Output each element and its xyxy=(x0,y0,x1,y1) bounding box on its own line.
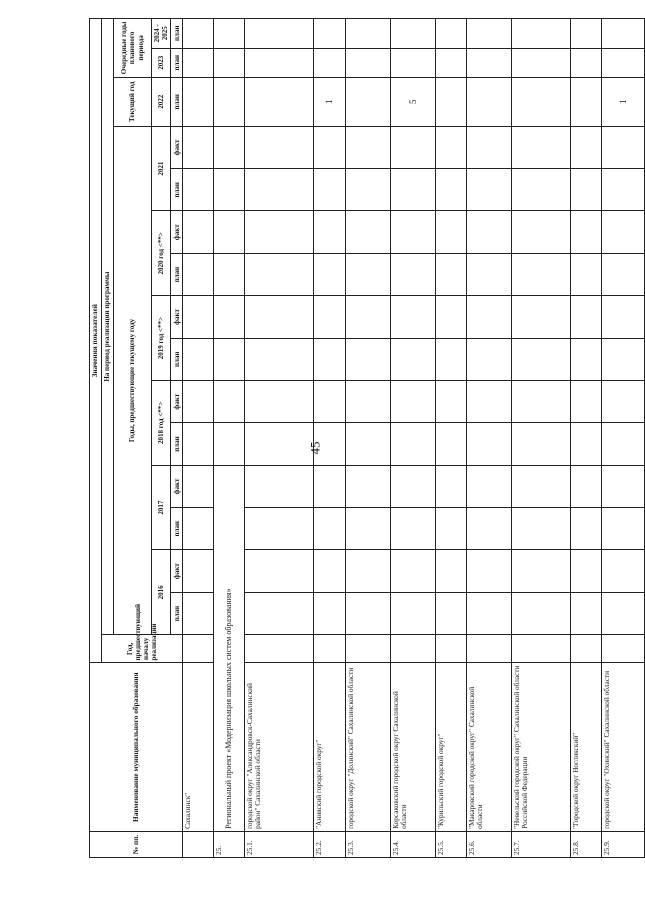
cell-value xyxy=(244,592,313,634)
row-num: 25.4. xyxy=(390,831,435,857)
cell-value xyxy=(511,253,570,295)
cell-value xyxy=(313,635,345,663)
cell-value xyxy=(571,465,602,507)
header-year-2021: 2021 xyxy=(152,126,171,211)
cell-value xyxy=(466,465,511,507)
cell-value xyxy=(511,592,570,634)
cell-value xyxy=(244,126,313,168)
cell-value xyxy=(511,423,570,465)
cell-value xyxy=(390,338,435,380)
page-number: 45 xyxy=(307,441,323,455)
table-row xyxy=(313,19,345,858)
header-fact: факт xyxy=(171,550,183,592)
header-plan: план xyxy=(171,253,183,295)
cell-value xyxy=(602,211,645,253)
row-num: 25. xyxy=(213,831,244,857)
row-num xyxy=(183,831,214,857)
cell-value xyxy=(183,592,214,634)
cell-value xyxy=(511,465,570,507)
cell-value xyxy=(390,550,435,592)
cell-value xyxy=(602,296,645,338)
cell-value xyxy=(571,635,602,663)
row-name: городской округ "Александровск-Сахалинский район" Сахалинской области xyxy=(244,663,313,831)
cell-value xyxy=(466,592,511,634)
row-num: 25.2. xyxy=(313,831,345,857)
cell-value xyxy=(313,253,345,295)
cell-value xyxy=(602,19,645,49)
header-plan: план xyxy=(171,423,183,465)
row-num: 25.7. xyxy=(511,831,570,857)
header-year-2024-2025: 2024 - 2025 xyxy=(152,19,171,49)
cell-value xyxy=(244,423,313,465)
cell-value: 5 xyxy=(390,77,435,126)
cell-value xyxy=(571,338,602,380)
cell-value xyxy=(390,19,435,49)
cell-value xyxy=(511,508,570,550)
row-num: 25.3. xyxy=(345,831,390,857)
table-row xyxy=(244,19,313,858)
cell-value xyxy=(244,635,313,663)
cell-value xyxy=(183,635,214,663)
cell-value xyxy=(313,423,345,465)
cell-value xyxy=(466,48,511,77)
cell-value xyxy=(244,48,313,77)
cell-value xyxy=(571,380,602,422)
cell-value xyxy=(571,296,602,338)
cell-value xyxy=(244,550,313,592)
row-num: 25.9. xyxy=(602,831,645,857)
cell-value xyxy=(435,77,466,126)
cell-value xyxy=(183,253,214,295)
cell-value xyxy=(466,550,511,592)
cell-value xyxy=(466,296,511,338)
row-num: 25.8. xyxy=(571,831,602,857)
header-next-years: Очередные годы планового периода xyxy=(114,19,152,78)
cell-value xyxy=(390,508,435,550)
section-row xyxy=(213,19,244,858)
cell-value xyxy=(183,169,214,211)
table-row xyxy=(435,19,466,858)
cell-value xyxy=(244,380,313,422)
header-plan: план xyxy=(171,77,183,126)
row-name: городской округ "Долинский" Сахалинской области xyxy=(345,663,390,831)
row-name: "Городской округ Ногликский" xyxy=(571,663,602,831)
cell-value xyxy=(183,296,214,338)
cell-value xyxy=(390,592,435,634)
header-impl-period: На период реализации программы xyxy=(102,19,114,635)
cell-value xyxy=(466,211,511,253)
header-fact: факт xyxy=(171,126,183,168)
cell-value xyxy=(183,465,214,507)
table-row xyxy=(345,19,390,858)
section-title: Региональный проект «Модернизация школьных систем образования» xyxy=(213,465,244,831)
cell-value xyxy=(602,508,645,550)
cell-value xyxy=(466,423,511,465)
cell-value xyxy=(602,380,645,422)
cell-value xyxy=(313,296,345,338)
cell-value xyxy=(183,380,214,422)
cell-value xyxy=(511,635,570,663)
cell-value xyxy=(183,126,214,168)
cell-value xyxy=(435,211,466,253)
cell-value xyxy=(511,48,570,77)
cell-value xyxy=(183,338,214,380)
row-num: 25.1. xyxy=(244,831,313,857)
cell-value xyxy=(345,211,390,253)
cell-value xyxy=(390,253,435,295)
cell-value xyxy=(435,465,466,507)
cell-value xyxy=(244,296,313,338)
cell-value xyxy=(390,211,435,253)
cell-value xyxy=(435,169,466,211)
table-row xyxy=(602,19,645,858)
cell-value xyxy=(602,253,645,295)
row-name: городской округ "Охинский" Сахалинской области xyxy=(602,663,645,831)
cell-value xyxy=(345,550,390,592)
header-plan: план xyxy=(171,169,183,211)
header-fact: факт xyxy=(171,211,183,253)
cell-value xyxy=(313,465,345,507)
cell-value xyxy=(466,77,511,126)
cell-value xyxy=(313,338,345,380)
cell-value xyxy=(511,211,570,253)
cell-value xyxy=(571,423,602,465)
row-name: "Невельский городской округ" Сахалинской области Российской Федерации xyxy=(511,663,570,831)
header-plan: план xyxy=(171,592,183,634)
cell-value xyxy=(602,635,645,663)
cell-value xyxy=(435,338,466,380)
cell-value xyxy=(571,77,602,126)
cell-value xyxy=(313,126,345,168)
cell-value xyxy=(183,48,214,77)
row-name: Сахалинск" xyxy=(183,663,214,831)
cell-value xyxy=(466,338,511,380)
cell-value xyxy=(571,169,602,211)
cell-value xyxy=(571,48,602,77)
cell-value xyxy=(571,508,602,550)
cell-value xyxy=(435,296,466,338)
cell-value xyxy=(466,380,511,422)
cell-value xyxy=(511,77,570,126)
cell-value xyxy=(313,508,345,550)
header-year-2023: 2023 xyxy=(152,48,171,77)
cell-value xyxy=(571,126,602,168)
cell-value xyxy=(571,550,602,592)
header-year-2016: 2016 xyxy=(152,550,171,635)
cell-value xyxy=(244,211,313,253)
indicators-table xyxy=(89,18,645,858)
cell-value xyxy=(466,19,511,49)
cell-value xyxy=(345,338,390,380)
cell-value xyxy=(244,77,313,126)
cell-value xyxy=(345,19,390,49)
header-values: Значения показателей xyxy=(90,19,102,663)
cell-value xyxy=(345,169,390,211)
cell-value xyxy=(435,48,466,77)
row-name: "Макаровский городской округ" Сахалинской области xyxy=(466,663,511,831)
cell-value xyxy=(345,635,390,663)
cell-value xyxy=(602,550,645,592)
cell-value xyxy=(466,253,511,295)
cell-value xyxy=(183,19,214,49)
cell-value xyxy=(511,338,570,380)
table-container xyxy=(89,18,645,858)
header-plan: план xyxy=(171,338,183,380)
cell-value xyxy=(244,19,313,49)
header-plan: план xyxy=(171,508,183,550)
row-num: 25.5. xyxy=(435,831,466,857)
header-current-year: Текущий год xyxy=(114,77,152,126)
cell-value xyxy=(390,635,435,663)
cell-value xyxy=(511,169,570,211)
header-year-2017: 2017 xyxy=(152,465,171,550)
cell-value xyxy=(183,211,214,253)
table-row xyxy=(466,19,511,858)
table-row xyxy=(571,19,602,858)
cell-value xyxy=(313,550,345,592)
header-plan: план xyxy=(171,48,183,77)
cell-value xyxy=(390,296,435,338)
cell-value xyxy=(244,465,313,507)
cell-value xyxy=(511,550,570,592)
cell-value xyxy=(244,338,313,380)
cell-value xyxy=(435,126,466,168)
cell-value xyxy=(345,423,390,465)
header-fact: факт xyxy=(171,296,183,338)
header-fact: факт xyxy=(171,465,183,507)
cell-value xyxy=(511,19,570,49)
header-plan: план xyxy=(171,19,183,49)
cell-value xyxy=(345,508,390,550)
header-year-2018: 2018 год <**> xyxy=(152,380,171,465)
table-row xyxy=(511,19,570,858)
cell-value xyxy=(390,48,435,77)
cell-value xyxy=(313,592,345,634)
cell-value xyxy=(244,253,313,295)
cell-value xyxy=(313,380,345,422)
cell-value xyxy=(602,338,645,380)
cell-value xyxy=(345,592,390,634)
cell-value xyxy=(602,126,645,168)
cell-value xyxy=(390,380,435,422)
cell-value xyxy=(345,77,390,126)
cell-value xyxy=(183,508,214,550)
cell-value xyxy=(435,635,466,663)
cell-value xyxy=(602,465,645,507)
cell-value xyxy=(466,169,511,211)
cell-value xyxy=(313,211,345,253)
cell-value xyxy=(345,48,390,77)
cell-value xyxy=(511,126,570,168)
cell-value xyxy=(511,380,570,422)
cell-value xyxy=(511,296,570,338)
cell-value xyxy=(602,48,645,77)
table-row xyxy=(390,19,435,858)
cell-value xyxy=(345,296,390,338)
cell-value: 1 xyxy=(313,77,345,126)
cell-value xyxy=(571,19,602,49)
cell-value xyxy=(390,126,435,168)
cell-value: 1 xyxy=(602,77,645,126)
cell-value xyxy=(602,592,645,634)
cell-value xyxy=(435,380,466,422)
cell-value xyxy=(183,550,214,592)
cell-value xyxy=(435,253,466,295)
cell-value xyxy=(435,592,466,634)
cell-value xyxy=(345,380,390,422)
header-prev-year: Год, предшествующий началу реализации xyxy=(102,635,183,663)
header-year-2019: 2019 год <**> xyxy=(152,296,171,381)
row-name: "Курильский городской округ" xyxy=(435,663,466,831)
table-row xyxy=(183,19,214,858)
header-year-2022: 2022 xyxy=(152,77,171,126)
cell-value xyxy=(244,169,313,211)
cell-value xyxy=(183,423,214,465)
cell-value xyxy=(435,508,466,550)
row-name: Корсаковский городской округ Сахалинской области xyxy=(390,663,435,831)
header-name: Наименование муниципального образования xyxy=(90,663,183,831)
cell-value xyxy=(435,550,466,592)
header-num: № пп. xyxy=(90,831,183,857)
cell-value xyxy=(435,19,466,49)
cell-value xyxy=(183,77,214,126)
cell-value xyxy=(466,126,511,168)
cell-value xyxy=(602,169,645,211)
cell-value xyxy=(313,19,345,49)
cell-value xyxy=(466,508,511,550)
header-year-2020: 2020 год <**> xyxy=(152,211,171,296)
cell-value xyxy=(345,126,390,168)
cell-value xyxy=(571,592,602,634)
header-fact: факт xyxy=(171,380,183,422)
row-num: 25.6. xyxy=(466,831,511,857)
header-prev-years: Годы, предшествующие текущему году xyxy=(114,126,152,635)
cell-value xyxy=(466,635,511,663)
cell-value xyxy=(390,423,435,465)
cell-value xyxy=(345,465,390,507)
cell-value xyxy=(390,169,435,211)
cell-value xyxy=(313,169,345,211)
cell-value xyxy=(390,465,435,507)
cell-value xyxy=(244,508,313,550)
row-name: "Анивский городской округ" xyxy=(313,663,345,831)
cell-value xyxy=(435,423,466,465)
cell-value xyxy=(313,48,345,77)
cell-value xyxy=(602,423,645,465)
cell-value xyxy=(571,211,602,253)
cell-value xyxy=(571,253,602,295)
cell-value xyxy=(345,253,390,295)
